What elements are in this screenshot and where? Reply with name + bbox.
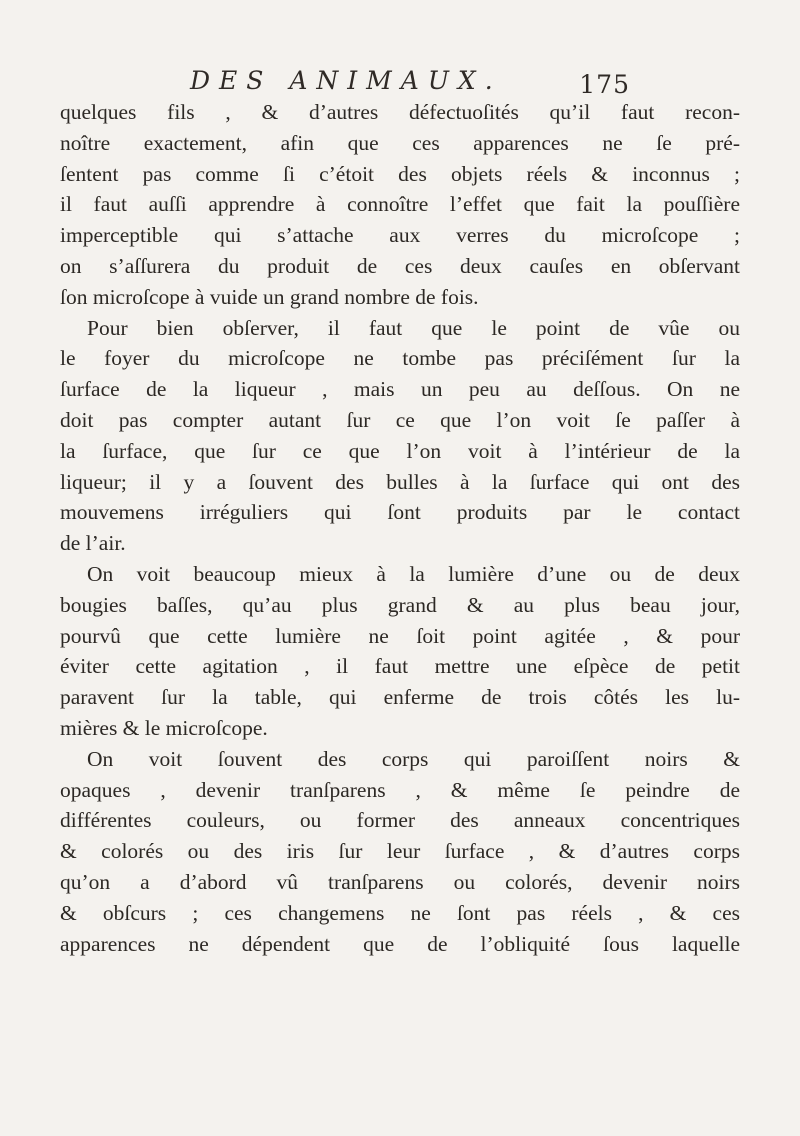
text-line: noître exactement, afin que ces apparences ne ſe pré- <box>60 130 740 155</box>
text-line: mières & le microſcope. <box>60 715 268 740</box>
text-line: apparences ne dépendent que de l’obliquité ſous laquelle <box>60 931 740 956</box>
text-line: paravent ſur la table, qui enferme de trois côtés les lu- <box>60 685 740 710</box>
running-title: DES ANIMAUX. <box>190 66 502 95</box>
text-line: ſon microſcope à vuide un grand nombre de fois. <box>60 284 479 309</box>
text-line: mouvemens irréguliers qui ſont produits par le contact <box>60 500 740 525</box>
text-line: bougies baſſes, qu’au plus grand & au plus beau jour, <box>60 592 740 617</box>
paragraph-start-line: On voit ſouvent des corps qui paroiſſent noirs & <box>87 746 740 771</box>
text-line: de l’air. <box>60 531 126 556</box>
text-line: liqueur; il y a ſouvent des bulles à la ſurface qui ont des <box>60 469 740 494</box>
text-line: différentes couleurs, ou former des anneaux concentriques <box>60 808 740 833</box>
text-line: le foyer du microſcope ne tombe pas préciſément ſur la <box>60 346 740 371</box>
text-line: imperceptible qui s’attache aux verres du microſcope ; <box>60 223 740 248</box>
text-line: opaques , devenir tranſparens , & même ſe peindre de <box>60 777 740 802</box>
text-line: ſentent pas comme ſi c’étoit des objets réels & inconnus ; <box>60 161 740 186</box>
text-line: & colorés ou des iris ſur leur ſurface , & d’autres corps <box>60 839 740 864</box>
text-line: ſurface de la liqueur , mais un peu au deſſous. On ne <box>60 377 740 402</box>
text-line: & obſcurs ; ces changemens ne ſont pas réels , & ces <box>60 900 740 925</box>
text-line: il faut auſſi apprendre à connoître l’effet que fait la pouſſière <box>60 192 740 217</box>
text-line: la ſurface, que ſur ce que l’on voit à l’intérieur de la <box>60 438 740 463</box>
text-line: doit pas compter autant ſur ce que l’on voit ſe paſſer à <box>60 407 740 432</box>
text-line: quelques fils , & d’autres défectuoſités qu’il faut recon- <box>60 100 740 124</box>
text-line: on s’aſſurera du produit de ces deux cauſes en obſervant <box>60 253 740 278</box>
text-line: pourvû que cette lumière ne ſoit point agitée , & pour <box>60 623 740 648</box>
body-text <box>60 97 740 959</box>
paragraph-start-line: On voit beaucoup mieux à la lumière d’une ou de deux <box>87 561 740 586</box>
paragraph-start-line: Pour bien obſerver, il faut que le point de vûe ou <box>87 315 740 340</box>
text-line: éviter cette agitation , il faut mettre une eſpèce de petit <box>60 654 740 679</box>
page-number: 175 <box>579 70 630 99</box>
text-line: qu’on a d’abord vû tranſparens ou colorés, devenir noirs <box>60 869 740 894</box>
